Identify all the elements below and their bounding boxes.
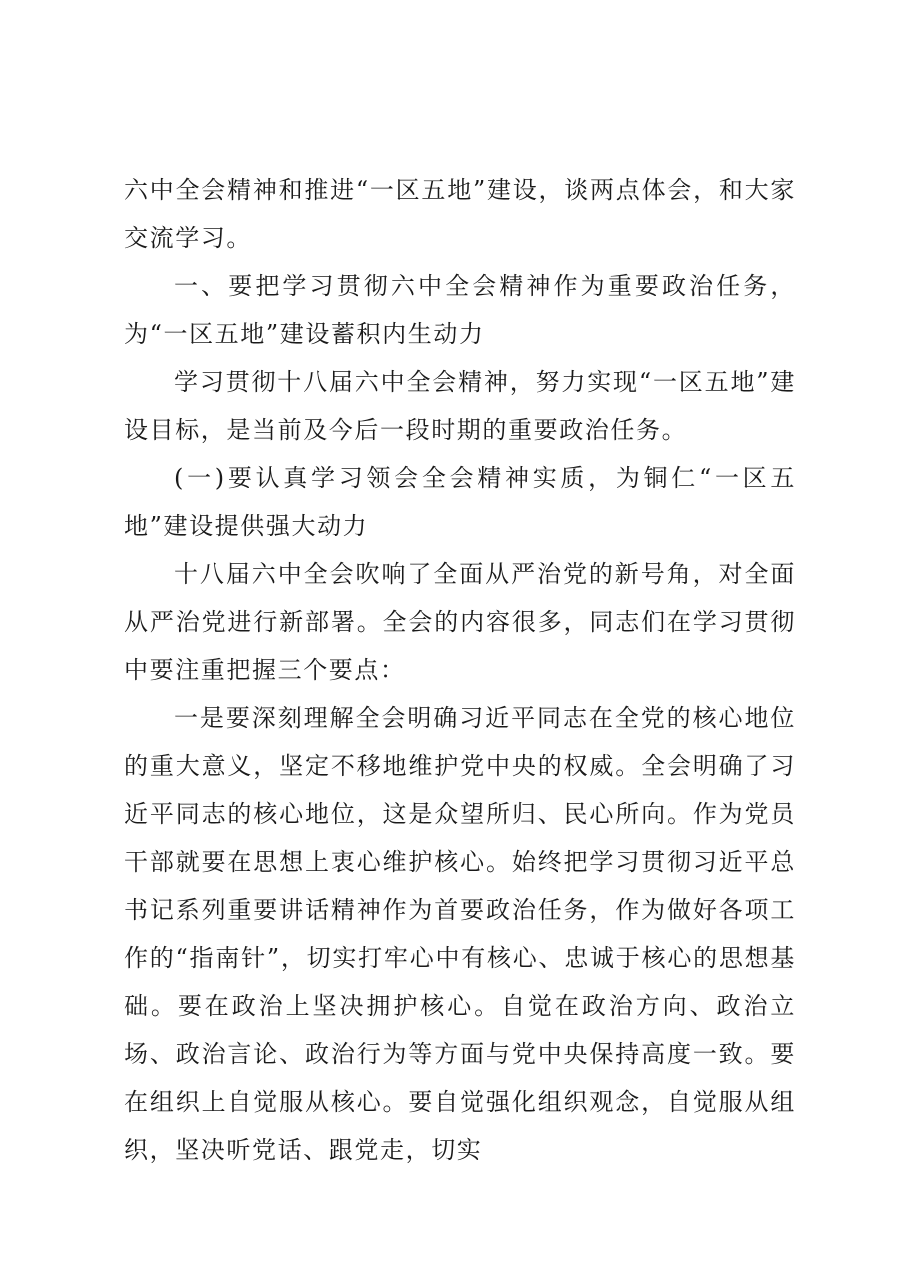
paragraph-continuation: 六中全会精神和推进“一区五地”建设，谈两点体会，和大家交流学习。 bbox=[124, 176, 796, 252]
paragraph-intro: 学习贯彻十八届六中全会精神，努力实现“一区五地”建设目标，是当前及今后一段时期的重要政治任务。 bbox=[124, 368, 796, 444]
paragraph-key-points: 十八届六中全会吹响了全面从严治党的新号角，对全面从严治党进行新部署。全会的内容很多，同志们在学习贯彻中要注重把握三个要点： bbox=[124, 560, 796, 684]
paragraph-point-one: 一是要深刻理解全会明确习近平同志在全党的核心地位的重大意义，坚定不移地维护党中央的权威。全会明确了习近平同志的核心地位，这是众望所归、民心所向。作为党员干部就要在思想上衷心维护核心。始终把学习贯彻习近平总书记系列重要讲话精神作为首要政治任务，作为做好各项工作的“指南针”，切实打牢心中有核心、忠诚于核心的思想基础。要在政治上坚决拥护核心。自觉在政治方向、政治立场、政治言论、政治行为等方面与党中央保持高度一致。要在组织上自觉服从核心。要自觉强化组织观念，自觉服从组织，坚决听党话、跟党走，切实 bbox=[124, 704, 796, 1164]
section-heading-1: 一、要把学习贯彻六中全会精神作为重要政治任务，为“一区五地”建设蓄积内生动力 bbox=[124, 272, 796, 348]
document-body bbox=[124, 166, 796, 1174]
subsection-heading-1: (一)要认真学习领会全会精神实质，为铜仁“一区五地”建设提供强大动力 bbox=[124, 464, 796, 540]
